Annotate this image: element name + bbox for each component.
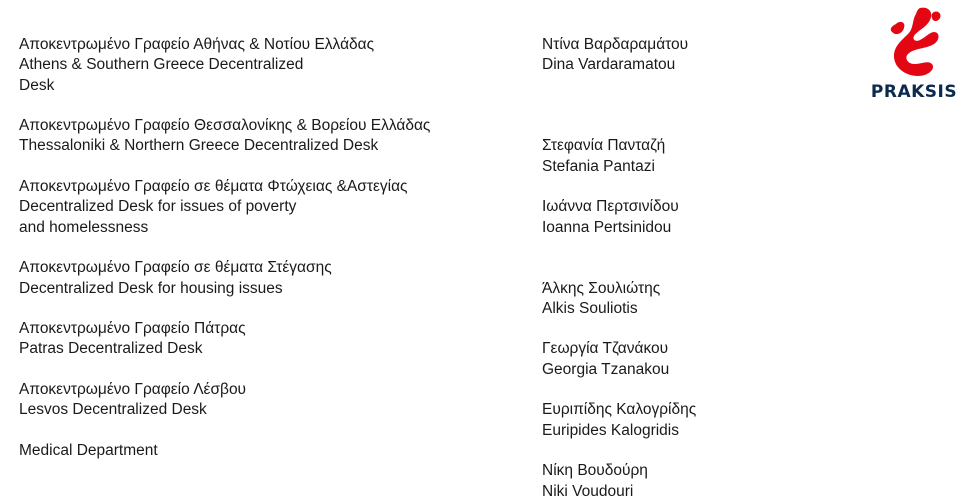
person-item [542,461,842,502]
spacer [542,76,842,137]
person-name-english: Alkis Souliotis [542,299,638,317]
person-item [542,279,842,320]
person-name-greek: Ευριπίδης Καλογρίδης [542,401,697,419]
spacer [19,238,499,258]
spacer [542,238,842,279]
desk-item-lesvos [19,380,499,421]
person-name-english: Niki Voudouri [542,482,634,500]
desk-title-english: Athens & Southern Greece Decentralized [19,56,304,74]
person-item [542,35,842,76]
person-item [542,339,842,380]
person-name-greek: Ντίνα Βαρδαραμάτου [542,36,689,53]
person-name-english: Euripides Kalogridis [542,421,679,439]
desk-title-greek: Αποκεντρωμένο Γραφείο Λέσβου [19,381,247,399]
spacer [542,319,842,339]
person-item [542,197,842,238]
desk-item-housing [19,258,499,299]
person-name-english: Ioanna Pertsinidou [542,218,672,236]
desk-title-greek: Αποκεντρωμένο Γραφείο Πάτρας [19,320,246,338]
spacer [19,157,499,177]
desk-item-medical [19,441,499,461]
desk-item-poverty [19,177,499,238]
desk-title-english-cont: and homelessness [19,218,149,236]
person-name-greek: Γεωργία Τζανάκου [542,340,669,358]
logo-wordmark: PRAKSIS [870,82,958,102]
praksis-logo-mark-icon [868,2,960,82]
person-name-english: Dina Vardaramatou [542,56,676,74]
person-name-greek: Στεφανία Πανταζή [542,137,666,155]
desk-title-greek: Αποκεντρωμένο Γραφείο Θεσσαλονίκης & Βορείου Ελλάδας [19,117,431,135]
spacer [19,299,499,319]
desk-list [19,35,499,461]
desk-title-english: Decentralized Desk for housing issues [19,279,283,297]
person-name-english: Stefania Pantazi [542,157,655,175]
desk-title-english: Thessaloniki & Northern Greece Decentralized Desk [19,137,379,155]
spacer [542,177,842,197]
person-name-greek: Ιωάννα Περτσινίδου [542,198,679,216]
person-name-greek: Νίκη Βουδούρη [542,462,648,480]
desk-title-english: Medical Department [19,441,158,459]
person-name-greek: Άλκης Σουλιώτης [542,279,661,297]
spacer [19,421,499,441]
spacer [542,441,842,461]
person-item [542,400,842,441]
spacer [19,360,499,380]
desk-title-english: Patras Decentralized Desk [19,340,203,358]
desk-title-greek: Αποκεντρωμένο Γραφείο Αθήνας & Νοτίου Ελλάδας [19,36,375,53]
desk-item-thessaloniki [19,116,499,157]
desk-title-greek: Αποκεντρωμένο Γραφείο σε θέματα Φτώχειας &Αστεγίας [19,178,408,196]
praksis-logo [868,2,960,102]
desk-title-english: Decentralized Desk for issues of poverty [19,198,297,216]
person-item [542,136,842,177]
desk-title-english-cont: Desk [19,76,55,94]
person-list [542,35,842,502]
desk-title-greek: Αποκεντρωμένο Γραφείο σε θέματα Στέγασης [19,259,332,277]
desk-item-patras [19,319,499,360]
desk-item-athens [19,35,499,96]
desk-title-english: Lesvos Decentralized Desk [19,401,207,419]
spacer [19,96,499,116]
spacer [542,380,842,400]
person-name-english: Georgia Tzanakou [542,360,670,378]
